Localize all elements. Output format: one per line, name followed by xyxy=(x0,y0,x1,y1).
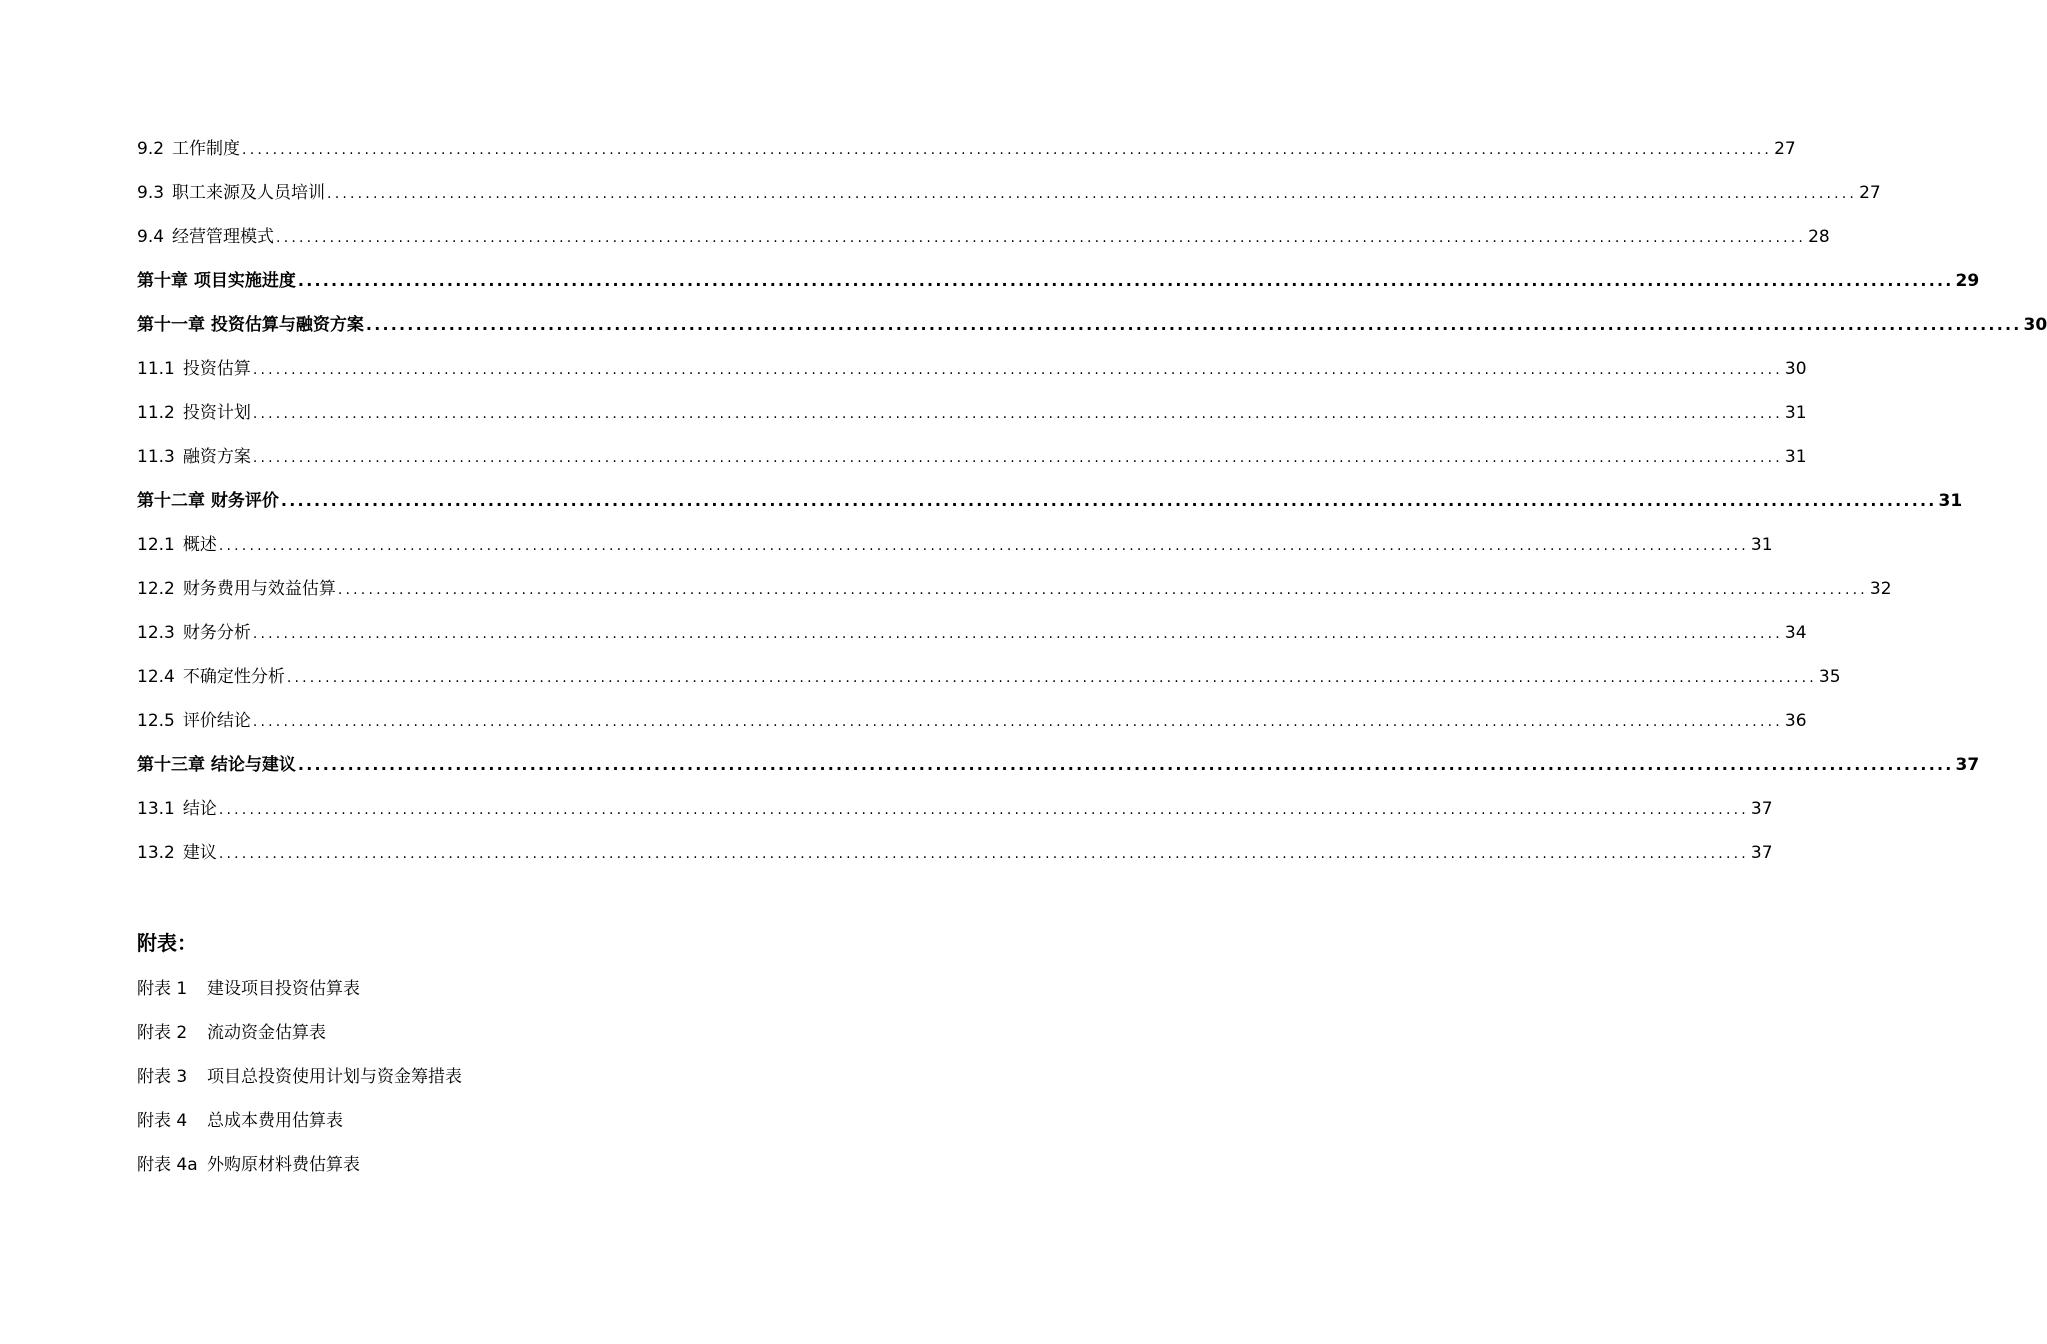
toc-section-entry[interactable] xyxy=(137,655,1841,699)
dot-leader: ........................................................................................................................................................................................................ xyxy=(252,450,1783,466)
toc-section-entry[interactable] xyxy=(137,523,1773,567)
toc-page-number: 30 xyxy=(2023,315,2047,335)
toc-section-number: 13.1 xyxy=(137,799,175,819)
toc-page-number: 29 xyxy=(1955,271,1980,291)
toc-entry-title: 经营管理模式 xyxy=(172,227,275,247)
toc-page-number: 35 xyxy=(1818,667,1841,687)
toc-entry-label xyxy=(137,787,217,831)
toc-entry-label xyxy=(137,479,279,523)
toc-entry-title: 职工来源及人员培训 xyxy=(172,183,326,203)
appendix-item xyxy=(137,967,462,1011)
toc-section-number: 13.2 xyxy=(137,843,175,863)
toc-entry-title: 结论 xyxy=(182,799,217,819)
toc-entry-label xyxy=(137,523,217,567)
appendix-item xyxy=(137,1143,462,1187)
appendix-title: 项目总投资使用计划与资金筹措表 xyxy=(207,1067,462,1087)
appendix-label: 附表 4a xyxy=(137,1155,198,1175)
dot-leader: ........................................................................................................................................................................................................ xyxy=(337,582,1868,598)
toc-entry-label xyxy=(137,831,217,875)
appendix-label: 附表 1 xyxy=(137,979,188,999)
toc-section-number: 12.3 xyxy=(137,623,175,643)
toc-entry-label xyxy=(137,655,285,699)
dot-leader: ........................................................................................................................................................................................................ xyxy=(242,142,1773,158)
dot-leader: ........................................................................................................................................................................................................ xyxy=(252,626,1783,642)
toc-section-entry[interactable] xyxy=(137,699,1807,743)
appendix-label: 附表 4 xyxy=(137,1111,188,1131)
toc-entry-title: 第十章 项目实施进度 xyxy=(137,271,296,291)
toc-chapter-entry[interactable] xyxy=(137,303,2047,347)
toc-chapter-entry[interactable] xyxy=(137,259,1980,303)
toc-section-entry[interactable] xyxy=(137,831,1773,875)
toc-entry-title: 财务分析 xyxy=(182,623,251,643)
toc-section-entry[interactable] xyxy=(137,127,1796,171)
toc-entry-label xyxy=(137,391,251,435)
toc-entry-label xyxy=(137,435,251,479)
toc-page-number: 37 xyxy=(1750,843,1773,863)
toc-entry-label xyxy=(137,743,296,787)
toc-entry-label xyxy=(137,347,251,391)
toc-page-number: 31 xyxy=(1750,535,1773,555)
appendix-heading: 附表： xyxy=(137,931,197,955)
toc-entry-title: 评价结论 xyxy=(182,711,251,731)
toc-section-entry[interactable] xyxy=(137,347,1807,391)
toc-section-number: 11.1 xyxy=(137,359,175,379)
toc-entry-title: 概述 xyxy=(182,535,217,555)
appendix-title: 外购原材料费估算表 xyxy=(207,1155,360,1175)
toc-entry-title: 第十三章 结论与建议 xyxy=(137,755,296,775)
dot-leader: ........................................................................................................................................................................................................ xyxy=(218,846,1749,862)
toc-section-number: 9.3 xyxy=(137,183,165,203)
dot-leader: ........................................................................................................................................................................................................ xyxy=(280,491,1937,510)
toc-section-number: 12.4 xyxy=(137,667,175,687)
toc-section-entry[interactable] xyxy=(137,171,1881,215)
dot-leader: ........................................................................................................................................................................................................ xyxy=(286,670,1817,686)
table-of-contents xyxy=(137,127,2047,875)
toc-section-number: 12.5 xyxy=(137,711,175,731)
toc-entry-title: 财务费用与效益估算 xyxy=(182,579,336,599)
toc-entry-label xyxy=(137,611,251,655)
dot-leader: ........................................................................................................................................................................................................ xyxy=(327,186,1858,202)
toc-entry-title: 投资估算 xyxy=(182,359,251,379)
toc-section-entry[interactable] xyxy=(137,611,1807,655)
appendix-label: 附表 2 xyxy=(137,1023,188,1043)
toc-entry-label xyxy=(137,127,240,171)
toc-entry-title: 第十二章 财务评价 xyxy=(137,491,279,511)
toc-page-number: 34 xyxy=(1784,623,1807,643)
toc-section-entry[interactable] xyxy=(137,435,1807,479)
dot-leader: ........................................................................................................................................................................................................ xyxy=(252,714,1783,730)
dot-leader: ........................................................................................................................................................................................................ xyxy=(252,362,1783,378)
toc-entry-title: 投资计划 xyxy=(182,403,251,423)
toc-page-number: 37 xyxy=(1955,755,1980,775)
dot-leader: ........................................................................................................................................................................................................ xyxy=(218,802,1749,818)
dot-leader: ........................................................................................................................................................................................................ xyxy=(276,230,1807,246)
appendix-item xyxy=(137,1011,462,1055)
appendix-title: 建设项目投资估算表 xyxy=(207,979,360,999)
toc-entry-label xyxy=(137,303,364,347)
toc-entry-label xyxy=(137,567,336,611)
toc-entry-title: 第十一章 投资估算与融资方案 xyxy=(137,315,364,335)
toc-entry-label xyxy=(137,215,274,259)
toc-entry-title: 工作制度 xyxy=(172,139,241,159)
dot-leader: ........................................................................................................................................................................................................ xyxy=(252,406,1783,422)
toc-page-number: 31 xyxy=(1938,491,1963,511)
toc-section-entry[interactable] xyxy=(137,567,1892,611)
appendix-item xyxy=(137,1099,462,1143)
toc-entry-title: 建议 xyxy=(182,843,217,863)
toc-page-number: 27 xyxy=(1859,183,1881,203)
toc-page-number: 28 xyxy=(1808,227,1830,247)
appendix-title: 流动资金估算表 xyxy=(207,1023,326,1043)
appendix-label: 附表 3 xyxy=(137,1067,188,1087)
toc-entry-label xyxy=(137,259,296,303)
toc-section-number: 11.2 xyxy=(137,403,175,423)
toc-page-number: 27 xyxy=(1774,139,1796,159)
toc-section-number: 9.2 xyxy=(137,139,165,159)
toc-page-number: 32 xyxy=(1869,579,1892,599)
appendix-list xyxy=(137,967,462,1187)
toc-page-number: 37 xyxy=(1750,799,1773,819)
toc-section-number: 12.1 xyxy=(137,535,175,555)
toc-section-number: 9.4 xyxy=(137,227,165,247)
toc-section-entry[interactable] xyxy=(137,215,1830,259)
dot-leader: ........................................................................................................................................................................................................ xyxy=(218,538,1749,554)
appendix-title: 总成本费用估算表 xyxy=(207,1111,343,1131)
toc-page-number: 30 xyxy=(1784,359,1807,379)
dot-leader: ........................................................................................................................................................................................................ xyxy=(297,755,1954,774)
appendix-item xyxy=(137,1055,462,1099)
toc-chapter-entry[interactable] xyxy=(137,479,1963,523)
toc-section-entry[interactable] xyxy=(137,391,1807,435)
toc-page-number: 31 xyxy=(1784,447,1807,467)
toc-chapter-entry[interactable] xyxy=(137,743,1980,787)
toc-page-number: 36 xyxy=(1784,711,1807,731)
toc-page-number: 31 xyxy=(1784,403,1807,423)
toc-section-number: 12.2 xyxy=(137,579,175,599)
dot-leader: ........................................................................................................................................................................................................ xyxy=(365,315,2022,334)
toc-section-number: 11.3 xyxy=(137,447,175,467)
toc-entry-label xyxy=(137,171,325,215)
toc-entry-title: 不确定性分析 xyxy=(182,667,285,687)
toc-entry-title: 融资方案 xyxy=(182,447,251,467)
toc-section-entry[interactable] xyxy=(137,787,1773,831)
toc-entry-label xyxy=(137,699,251,743)
dot-leader: ........................................................................................................................................................................................................ xyxy=(297,271,1954,290)
